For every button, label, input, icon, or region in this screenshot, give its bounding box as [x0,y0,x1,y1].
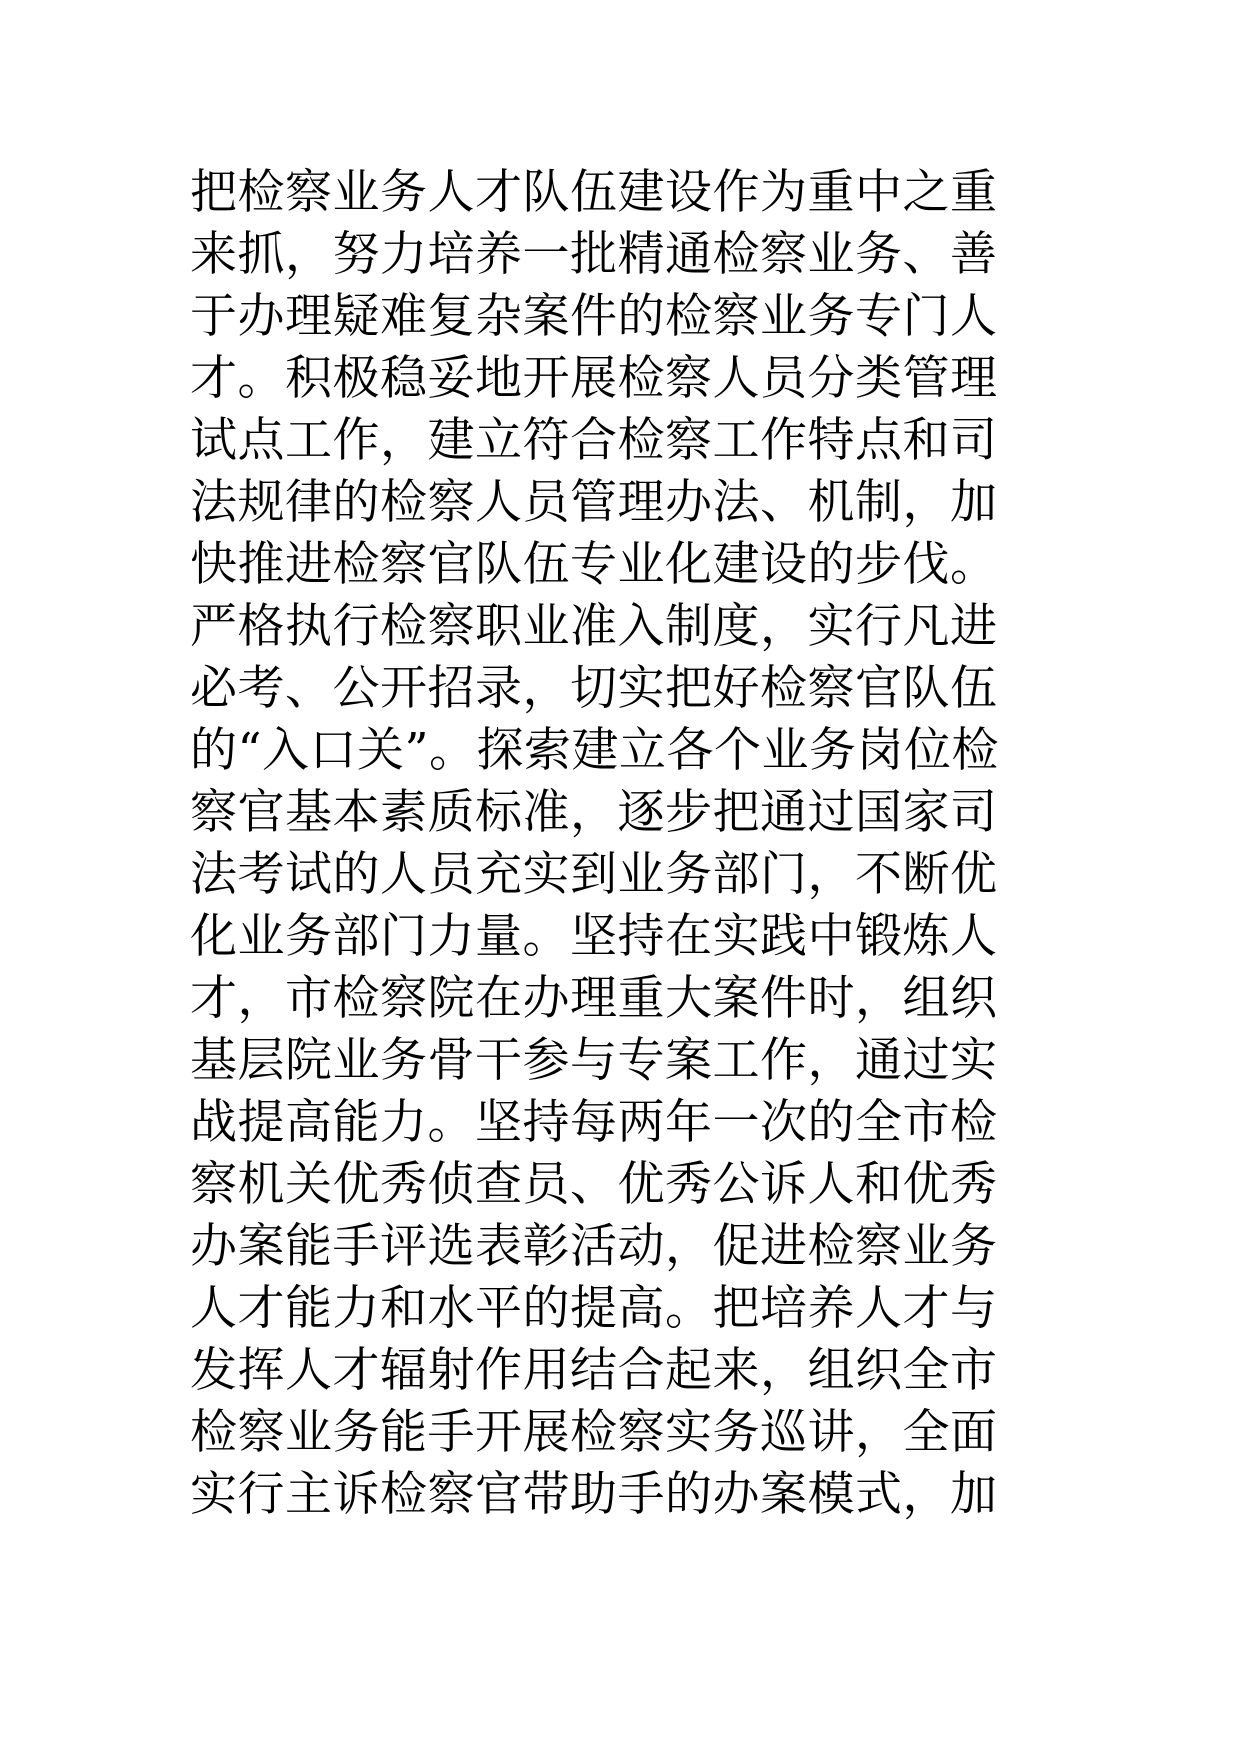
text-line: 实行主诉检察官带助手的办案模式，加 [190,1467,998,1522]
text-line: 发挥人才辐射作用结合起来，组织全市 [190,1343,998,1398]
body-text [190,162,1070,1526]
text-line: 察机关优秀侦查员、优秀公诉人和优秀 [190,1157,998,1212]
text-line: 严格执行检察职业准入制度，实行凡进 [190,599,998,654]
text-line: 办案能手评选表彰活动，促进检察业务 [190,1219,998,1274]
text-line: 于办理疑难复杂案件的检察业务专门人 [190,289,998,344]
text-line: 化业务部门力量。坚持在实践中锻炼人 [190,909,998,964]
text-line: 把检察业务人才队伍建设作为重中之重 [190,165,998,220]
text-line: 快推进检察官队伍专业化建设的步伐。 [190,537,998,592]
text-line: 的“入口关”。探索建立各个业务岗位检 [190,723,1000,778]
text-line: 试点工作，建立符合检察工作特点和司 [190,413,998,468]
text-line: 检察业务能手开展检察实务巡讲，全面 [190,1405,998,1460]
text-line: 才，市检察院在办理重大案件时，组织 [190,971,998,1026]
text-line: 战提高能力。坚持每两年一次的全市检 [190,1095,998,1150]
text-line: 法考试的人员充实到业务部门，不断优 [190,847,998,902]
text-line: 法规律的检察人员管理办法、机制，加 [190,475,998,530]
text-line: 察官基本素质标准，逐步把通过国家司 [190,785,998,840]
text-line: 才。积极稳妥地开展检察人员分类管理 [190,351,998,406]
text-line: 来抓，努力培养一批精通检察业务、善 [190,227,998,282]
text-line: 基层院业务骨干参与专案工作，通过实 [190,1033,998,1088]
text-line: 人才能力和水平的提高。把培养人才与 [190,1281,998,1336]
text-line: 必考、公开招录，切实把好检察官队伍 [190,661,998,716]
